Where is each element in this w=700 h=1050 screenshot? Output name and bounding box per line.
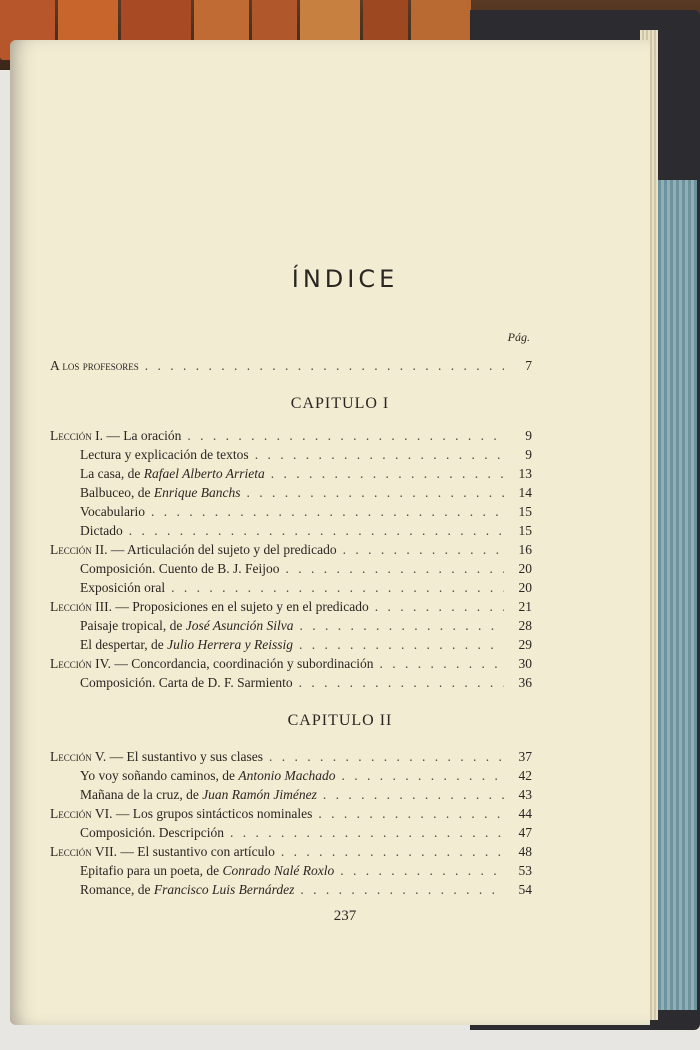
entry-title: A los profesores <box>50 358 139 373</box>
entry-label <box>50 749 263 765</box>
entry-page-number: 36 <box>518 675 532 690</box>
page-number: 237 <box>333 908 357 924</box>
toc-entry <box>50 599 532 617</box>
entry-title: Balbuceo, de <box>80 485 154 500</box>
lesson-number: Lección II. <box>50 542 108 557</box>
toc-subentry <box>80 675 532 693</box>
entry-label <box>80 466 265 482</box>
entry-page-number: 54 <box>518 882 532 897</box>
entry-label <box>80 447 249 463</box>
dot-leader <box>323 787 504 803</box>
entry-title: La casa, de <box>80 466 144 481</box>
entry-page-number: 13 <box>518 466 532 481</box>
lesson-number: Lección VII. <box>50 844 117 859</box>
entry-page-number: 21 <box>518 599 532 614</box>
toc-entry <box>50 542 532 560</box>
entry-page-number: 28 <box>518 618 532 633</box>
entry-page-number: 20 <box>518 580 532 595</box>
entry-label <box>80 825 224 841</box>
entry-title: Lectura y explicación de textos <box>80 447 249 462</box>
toc-entry <box>50 656 532 674</box>
lesson-number: Lección IV. <box>50 656 112 671</box>
lesson-number: Lección III. <box>50 599 112 614</box>
entry-label <box>80 580 165 596</box>
entry-label <box>50 806 312 822</box>
toc-subentry <box>80 447 532 465</box>
entry-title: Los grupos sintácticos nominales <box>132 806 313 821</box>
entry-label <box>50 656 373 672</box>
entry-author: Julio Herrera y Reissig <box>167 637 294 652</box>
dot-leader <box>299 675 504 691</box>
lesson-separator: — <box>112 806 133 821</box>
dot-leader <box>151 504 504 520</box>
dot-leader <box>342 768 505 784</box>
entry-title: Dictado <box>80 523 123 538</box>
dot-leader <box>318 806 504 822</box>
toc-subentry <box>80 523 532 541</box>
entry-title: Composición. Carta de D. F. Sarmiento <box>80 675 293 690</box>
entry-label <box>80 485 240 501</box>
entry-author: Juan Ramón Jiménez <box>202 787 317 802</box>
entry-label <box>80 882 294 898</box>
entry-page-number: 47 <box>518 825 532 840</box>
lesson-separator: — <box>107 542 128 557</box>
entry-label <box>50 358 139 374</box>
entry-title: Composición. Descripción <box>80 825 224 840</box>
entry-author: Enrique Banchs <box>153 485 241 500</box>
lesson-separator: — <box>103 428 124 443</box>
entry-title: Articulación del sujeto y del predicado <box>127 542 337 557</box>
entry-page-number: 37 <box>518 749 532 764</box>
entry-author: José Asunción Silva <box>185 618 294 633</box>
entry-page-number: 30 <box>518 656 532 671</box>
entry-label <box>50 542 337 558</box>
entry-page-number: 42 <box>518 768 532 783</box>
dot-leader <box>129 523 504 539</box>
entry-title: Paisaje tropical, de <box>80 618 186 633</box>
entry-page-number: 53 <box>518 863 532 878</box>
entry-label <box>80 863 334 879</box>
entry-title: El sustantivo con artículo <box>137 844 275 859</box>
entry-page-number: 48 <box>518 844 532 859</box>
entry-author: Antonio Machado <box>238 768 336 783</box>
entry-title: Concordancia, coordinación y subordinación <box>131 656 374 671</box>
entry-page-number: 9 <box>525 447 532 462</box>
toc-subentry <box>80 561 532 579</box>
table-of-contents <box>10 40 650 1025</box>
entry-title: Vocabulario <box>80 504 145 519</box>
lesson-separator: — <box>117 844 138 859</box>
dot-leader <box>300 882 504 898</box>
dot-leader <box>271 466 504 482</box>
toc-entry <box>50 428 532 446</box>
entry-page-number: 16 <box>518 542 532 557</box>
toc-entry <box>50 749 532 767</box>
entry-label <box>80 523 123 539</box>
chapter-heading: CAPITULO II <box>287 712 393 729</box>
page-title: ÍNDICE <box>291 265 399 293</box>
toc-entry <box>50 806 532 824</box>
toc-subentry <box>80 787 532 805</box>
entry-label <box>50 599 369 615</box>
entry-label <box>80 675 293 691</box>
toc-subentry <box>80 485 532 503</box>
dot-leader <box>299 618 504 634</box>
entry-title: Yo voy soñando caminos, de <box>80 768 239 783</box>
entry-title: La oración <box>123 428 182 443</box>
entry-label <box>80 618 293 634</box>
lesson-number: Lección V. <box>50 749 107 764</box>
lesson-number: Lección I. <box>50 428 103 443</box>
toc-subentry <box>80 618 532 636</box>
entry-title: Exposición oral <box>80 580 166 595</box>
toc-entry <box>50 358 532 376</box>
entry-label <box>80 504 145 520</box>
dot-leader <box>286 561 504 577</box>
toc-subentry <box>80 882 532 900</box>
entry-page-number: 43 <box>518 787 532 802</box>
entry-title: Mañana de la cruz, de <box>80 787 203 802</box>
lesson-separator: — <box>111 599 133 614</box>
dot-leader <box>255 447 504 463</box>
entry-page-number: 44 <box>518 806 532 821</box>
lesson-separator: — <box>106 749 127 764</box>
toc-entry <box>50 844 532 862</box>
dot-leader <box>171 580 504 596</box>
dot-leader <box>230 825 504 841</box>
entry-label <box>50 844 275 860</box>
toc-subentry <box>80 825 532 843</box>
entry-label <box>80 561 280 577</box>
entry-label <box>80 637 293 653</box>
entry-title: Romance, de <box>80 882 154 897</box>
dot-leader <box>187 428 504 444</box>
dot-leader <box>379 656 504 672</box>
dot-leader <box>375 599 504 615</box>
dot-leader <box>246 485 504 501</box>
dot-leader <box>343 542 504 558</box>
book-page <box>10 40 650 1025</box>
book-cloth-binding <box>655 180 697 1010</box>
entry-page-number: 15 <box>518 523 532 538</box>
entry-title: Epitafio para un poeta, de <box>80 863 223 878</box>
entry-page-number: 14 <box>518 485 532 500</box>
entry-label <box>80 768 336 784</box>
entry-title: Proposiciones en el sujeto y en el predicado <box>132 599 369 614</box>
lesson-number: Lección VI. <box>50 806 113 821</box>
entry-author: Rafael Alberto Arrieta <box>143 466 265 481</box>
chapter-heading: CAPITULO I <box>290 395 390 412</box>
entry-author: Conrado Nalé Roxlo <box>222 863 335 878</box>
entry-author: Francisco Luis Bernárdez <box>153 882 295 897</box>
toc-subentry <box>80 504 532 522</box>
page-column-header: Pág. <box>507 330 530 344</box>
toc-subentry <box>80 580 532 598</box>
entry-page-number: 20 <box>518 561 532 576</box>
toc-subentry <box>80 768 532 786</box>
entry-label <box>50 428 181 444</box>
toc-subentry <box>80 466 532 484</box>
entry-title: El despertar, de <box>80 637 168 652</box>
lesson-separator: — <box>111 656 132 671</box>
entry-title: Composición. Cuento de B. J. Feijoo <box>80 561 280 576</box>
toc-subentry <box>80 637 532 655</box>
entry-page-number: 15 <box>518 504 532 519</box>
dot-leader <box>145 358 504 374</box>
entry-page-number: 9 <box>525 428 532 443</box>
dot-leader <box>281 844 504 860</box>
toc-subentry <box>80 863 532 881</box>
dot-leader <box>299 637 504 653</box>
dot-leader <box>269 749 504 765</box>
entry-title: El sustantivo y sus clases <box>126 749 264 764</box>
dot-leader <box>340 863 504 879</box>
entry-page-number: 29 <box>518 637 532 652</box>
entry-label <box>80 787 317 803</box>
entry-page-number: 7 <box>525 358 532 373</box>
